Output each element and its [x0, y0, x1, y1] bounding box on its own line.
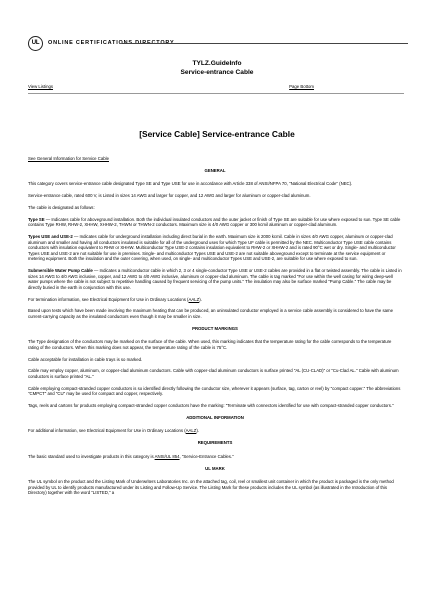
- ul-mark-paragraph: The UL symbol on the product and the Listing Mark of Underwriters Laboratories Inc. on the attached tag, coil, reel or smallest unit container in which the product is packaged is the only method provided by UL to identify products manufactured under its Listing and Follow-Up Service. The Listing Mark for these products includes the UL symbol (as illustrated in the Introduction of this Directory) together with the word "LISTED," a: [28, 479, 394, 496]
- document-body: [28, 156, 402, 502]
- view-listings-link[interactable]: View Listings: [28, 84, 53, 89]
- guide-info-title: TYLZ.GuideInfo: [192, 60, 242, 67]
- main-heading: [Service Cable] Service-entrance Cable: [139, 129, 295, 139]
- section-heading-general: GENERAL: [204, 167, 226, 173]
- section-heading-product-markings: PRODUCT MARKINGS: [192, 325, 238, 331]
- type-se-text: — Indicates cable for aboveground installation. Both the individual insulated conductors and the outer jacket or finish of Type SE are suitable for use where exposed to sun. Type SE cable contains Type RHW, RHW-2, XHHW, XHHW-2, THWN or THWN-2 conductors. Maximum size is 4/0 AWG copper or 300 kcmil aluminum or copper-clad aluminum.: [28, 216, 401, 228]
- page-bottom-link[interactable]: Page Bottom: [289, 84, 314, 89]
- requirements-paragraph: [28, 454, 402, 460]
- markings-paragraph-5: Tags, reels and cartons for products employing compact-stranded copper conductors have the marking: "Terminate with connectors identified for use with compact-stranded copper conductors.": [28, 403, 394, 409]
- ul-logo-text: UL: [31, 39, 40, 46]
- additional-paragraph: [28, 428, 402, 434]
- requirements-text: The basic standard used to investigate products in this category is: [28, 453, 155, 459]
- section-heading-ul-mark: UL MARK: [205, 465, 225, 471]
- submersible-text: — Indicates a multiconductor cable in which 2, 3 or 4 single-conductor Type USE or USE-2 cables are provided in a flat or twisted assembly. The cable is Listed in sizes 14 AWG to 4/0 AWG inclusive, copper, and 12 AWG to 4/0 AWG inclusive, aluminum or copper-clad aluminum. The cable is tag marked "For use within the well casing for wiring deep-well water pumps where the cable is not subject to repetitive handling caused by frequent servicing of the pump units." The insulation may also be surface marked "Pump Cable." The cable may be directly buried in the earth in conjunction with this use.: [28, 268, 402, 290]
- termination-text: For termination information, see Electrical Equipment for Use in Ordinary Locations (: [28, 296, 189, 302]
- requirements-text-end: , "Service-Entrance Cables.": [179, 453, 234, 459]
- general-paragraph-2: Service-entrance cable, rated 600 V, is Listed in sizes 14 AWG and larger for copper, and 12 AWG and larger for aluminum or copper-clad aluminum.: [28, 193, 311, 199]
- additional-aalz-link[interactable]: AALZ: [185, 428, 197, 434]
- additional-text: For additional information, see Electrical Equipment for Use in Ordinary Locations (: [28, 428, 186, 434]
- based-tests-paragraph: Based upon tests which have been made involving the maximum heating that can be produced, an uninsulated conductor employed in a service cable assembly is considered to have the same current-carrying capacity as the insulated conductors even though it may be smaller in size.: [28, 308, 393, 319]
- submersible-term: Submersible Water Pump Cable: [28, 268, 93, 274]
- additional-text-end: ).: [196, 428, 200, 434]
- see-general-link[interactable]: See General Information for Service Cable: [28, 156, 109, 161]
- ul-logo: [28, 36, 43, 51]
- termination-paragraph: [28, 297, 402, 303]
- category-title: Service-entrance Cable: [180, 69, 254, 76]
- type-use-paragraph: [28, 234, 402, 262]
- type-use-term: Types USE and USE-2: [28, 233, 73, 239]
- section-heading-requirements: REQUIREMENTS: [197, 440, 233, 446]
- markings-paragraph-2: Cable acceptable for installation in cable trays is so marked.: [28, 356, 143, 362]
- termination-text-end: ).: [199, 296, 202, 302]
- directory-title: ONLINE CERTIFICATIONS DIRECTORY: [48, 40, 175, 46]
- markings-paragraph-1: The Type designation of the conductors may be marked on the surface of the cable. When used, this marking indicates that the temperature rating for the cable corresponds to the temperature rating of the conductors. When this marking does not appear, the temperature rating of the cable is 75°C.: [28, 339, 392, 350]
- top-divider: [28, 93, 404, 94]
- header-divider: [122, 43, 408, 44]
- type-se-term: Type SE: [28, 216, 45, 222]
- type-use-text: — Indicates cable for underground installation including direct burial in the earth. Maximum size is 2000 kcmil. Cable in sizes 4/0 AWG copper, aluminum or copper-clad aluminum and smaller and having all conductors insulated is suitable for all of the underground uses for which Type UF cable is permitted by the NEC. Multiconductor Type USE cable contains conductors with insulation equivalent to RHW or XHHW. Multiconductor Type USE-2 contains insulation equivalent to RHW-2 or XHHW-2 and is rated 90°C wet or dry. Single- and multiconductor Types USE and USE-2 are not suitable for use in premises. Single- and multiconductor Types USE and USE-2 are not suitable aboveground except to terminate at the service equipment or metering equipment. Both the insulation and the outer covering, when used, on single- and multiconductor Types USE and USE-2, are suitable for use where exposed to sun.: [28, 233, 396, 262]
- general-paragraph-3: The cable is designated as follows:: [28, 204, 95, 210]
- aalz-link[interactable]: AALZ: [188, 296, 200, 302]
- ul854-link[interactable]: ANSI/UL 854: [154, 453, 180, 459]
- submersible-paragraph: [28, 268, 402, 290]
- general-paragraph-1: This category covers service-entrance cable designated Type SE and Type USE for use in accordance with Article 338 of ANSI/NFPA 70, "National Electrical Code" (NEC).: [28, 181, 353, 187]
- markings-paragraph-3: Cable may employ copper, aluminum, or copper-clad aluminum conductors. Cable with copper-clad aluminum conductors is surface printed "AL (CU-CLAD)" or "Cu-Clad AL." Cable with aluminum conductors is surface printed "AL.": [28, 368, 399, 379]
- type-se-paragraph: [28, 217, 402, 228]
- markings-paragraph-4: Cable employing compact-stranded copper conductors is so identified directly following the conductor size, wherever it appears (surface, tag, carton or reel) by "compact copper." The abbreviations "CMPCT" and "CU" may be used for compact and copper, respectively.: [28, 385, 401, 397]
- page-header: [28, 36, 408, 52]
- section-heading-additional-information: ADDITIONAL INFORMATION: [186, 414, 244, 420]
